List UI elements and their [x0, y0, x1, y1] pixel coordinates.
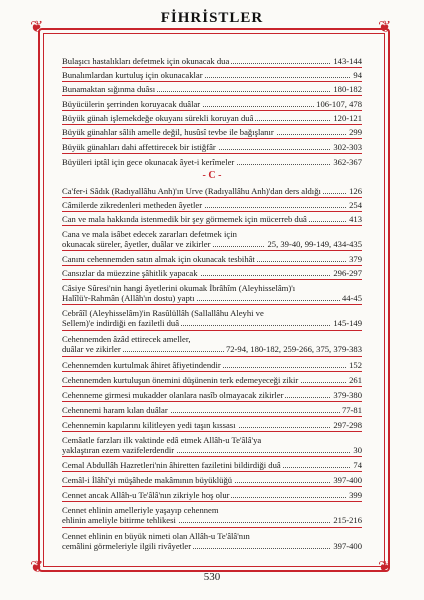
index-entry: Cehennemin kapılarını kilitleyen yedi taşın kıssası 297-298: [62, 420, 362, 430]
corner-ornament-icon: ❦: [378, 559, 392, 576]
corner-ornament-icon: ❦: [30, 19, 44, 36]
index-entry: Ca'fer-i Sâdık (Radıyallâhu Anh)'ın Urve (Radıyallâhu Anh)'dan ders aldığı 126: [62, 186, 362, 196]
index-entry: Câmilerde zikredenleri metheden âyetler 254: [62, 200, 362, 210]
index-entry: Cehennemden kurtuluşun önemini düşünenin terk edemeyeceği zikir 261: [62, 375, 362, 385]
index-entry: Büyücülerin şerrinden koruyacak duâlar 106-107, 478: [62, 99, 362, 109]
index-entry-continued: duâlar ve zikirler 72-94, 180-182, 259-266, 375, 379-383: [62, 344, 362, 354]
index-entry: Cehennemden kurtulmak âhiret âfiyetindendir 152: [62, 360, 362, 370]
index-entry: Büyüleri iptâl için gece okunacak âyet-i kerîmeler 362-367: [62, 157, 362, 167]
index-entry: Bulaşıcı hastalıkları defetmek için okunacak dua 143-144: [62, 56, 362, 66]
index-entry: Cennet ancak Allâh-u Te'âlâ'nın zikriyle hoş olur 399: [62, 490, 362, 500]
index-entry: Cehennemden âzâd ettirecek ameller,: [62, 334, 191, 344]
index-entry: Câsiye Sûresi'nin hangi âyetlerini okumak İbrâhîm (Aleyhisselâm)'ı: [62, 283, 296, 293]
index-entry-continued: cemâlini görmeleriyle ilgili rivâyetler 397-400: [62, 541, 362, 551]
index-entry: Cennet ehlinin amelleriyle yaşayıp cehennem: [62, 505, 219, 515]
index-entry: Cemal Abdullâh Hazretleri'nin âhiretten faziletini bildirdiği duâ 74: [62, 460, 362, 470]
index-entry: Can ve mala hakkında istenmedik bir şey görmemek için mücerreb duâ 413: [62, 214, 362, 224]
index-entry-continued: Sellem)'e indirdiği en faziletli duâ 145-149: [62, 318, 362, 328]
index-entry: Cehenneme girmesi mukadder olanlara nasîb olmayacak zikirler 379-380: [62, 390, 362, 400]
index-entry-continued: ehlinin ameliyle bitirme tehlikesi 215-216: [62, 515, 362, 525]
index-entry: Cennet ehlinin en büyük nimeti olan Allâh-u Te'âlâ'nın: [62, 531, 250, 541]
index-entry-continued: Halîlü'r-Rahmân (Allâh'ın dostu) yaptı 44-45: [62, 293, 362, 303]
index-entry: Cehennemi haram kılan duâlar 77-81: [62, 405, 362, 415]
index-entry: Bunalımlardan kurtuluş için okunacaklar 94: [62, 70, 362, 80]
index-entry: Cansızlar da müezzine şâhitlik yapacak 296-297: [62, 268, 362, 278]
index-entry: Büyük günahlar sâlih amelle değil, husûsî tevbe ile bağışlanır 299: [62, 127, 362, 137]
index-entry: Büyük günahları dahi affettirecek bir istiğfâr 302-303: [62, 142, 362, 152]
index-entry: Cemâatle farzları ilk vaktinde edâ etmek Allâh-u Te'âlâ'ya: [62, 435, 262, 445]
index-entry: Cemâl-i İlâhî'yi müşâhede makâmının büyüklüğü 397-400: [62, 475, 362, 485]
index-entry: Bunamaktan sığınma duâsı 180-182: [62, 84, 362, 94]
index-entry: Canını cehennemden satın almak için okunacak tesbihât 379: [62, 254, 362, 264]
index-entry: Cebrâîl (Aleyhisselâm)'in Rasûlüllâh (Sallallâhu Aleyhi ve: [62, 308, 264, 318]
section-letter-c: - C -: [62, 170, 362, 181]
index-entry-continued: yaklaştıran ezem vazifelerdendir 30: [62, 445, 362, 455]
page-number: 530: [203, 571, 221, 583]
corner-ornament-icon: ❦: [30, 559, 44, 576]
index-entry-continued: okunacak süreler, âyetler, duâlar ve zikirler 25, 39-40, 99-149, 434-435: [62, 239, 362, 249]
index-entry: Cana ve mala isâbet edecek zararları defetmek için: [62, 229, 237, 239]
corner-ornament-icon: ❦: [378, 19, 392, 36]
page-title: FİHRİSTLER: [0, 10, 424, 27]
index-entry: Büyük günah işlemekdeğe okuyanı sürekli koruyan duâ 120-121: [62, 113, 362, 123]
